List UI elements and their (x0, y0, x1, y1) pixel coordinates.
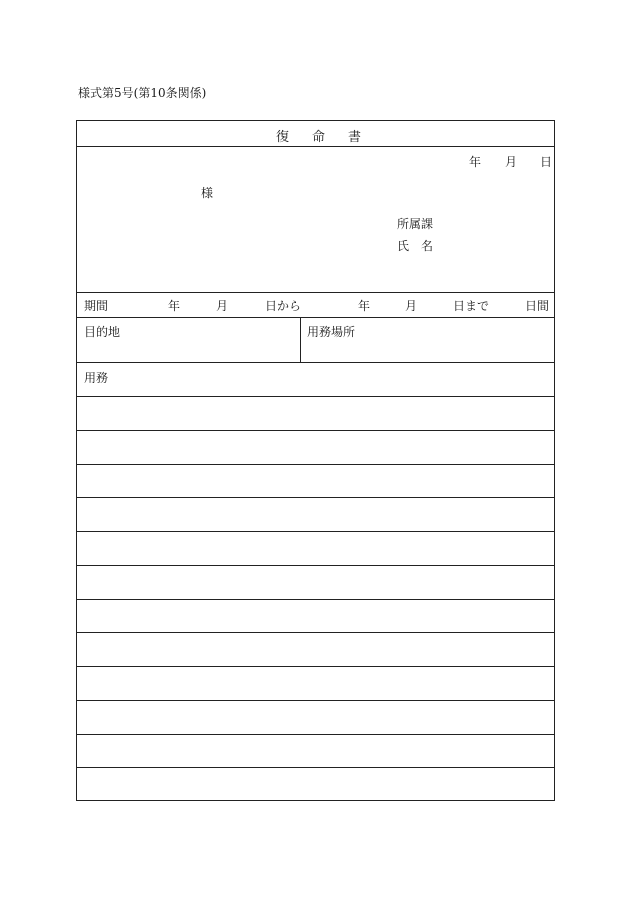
department-label: 所属課 (397, 217, 434, 231)
addressee-suffix: 様 (201, 186, 214, 200)
title-char-3: 書 (348, 130, 362, 145)
title-char-2: 命 (312, 130, 326, 145)
form-number-label: 様式第5号(第10条関係) (78, 86, 207, 100)
period-from-month: 月 (216, 299, 229, 313)
destination-row (77, 318, 554, 363)
period-to-suffix: 日まで (453, 299, 490, 313)
writing-line (77, 498, 554, 532)
date-year: 年 (469, 155, 482, 169)
writing-line (77, 735, 554, 769)
report-form (76, 120, 555, 801)
writing-line (77, 431, 554, 465)
writing-line (77, 600, 554, 634)
header-block (77, 147, 554, 293)
writing-line (77, 566, 554, 600)
writing-line (77, 465, 554, 499)
writing-line (77, 633, 554, 667)
writing-line (77, 532, 554, 566)
date-month: 月 (505, 155, 518, 169)
business-place-label: 用務場所 (307, 325, 356, 339)
writing-line (77, 768, 554, 802)
destination-label: 目的地 (84, 325, 121, 339)
date-day: 日 (540, 155, 553, 169)
period-days: 日間 (525, 299, 550, 313)
period-label: 期間 (84, 299, 109, 313)
period-row (77, 293, 554, 318)
destination-divider (300, 318, 301, 362)
writing-line (77, 397, 554, 431)
writing-line (77, 667, 554, 701)
period-from-suffix: 日から (265, 299, 302, 313)
name-label-1: 氏 (397, 239, 410, 253)
name-label-2: 名 (421, 239, 434, 253)
business-label: 用務 (84, 371, 109, 385)
period-from-year: 年 (168, 299, 181, 313)
period-to-month: 月 (405, 299, 418, 313)
business-label-row (77, 363, 554, 397)
title-row (77, 121, 554, 147)
period-to-year: 年 (358, 299, 371, 313)
title-char-1: 復 (276, 130, 290, 145)
writing-line (77, 701, 554, 735)
